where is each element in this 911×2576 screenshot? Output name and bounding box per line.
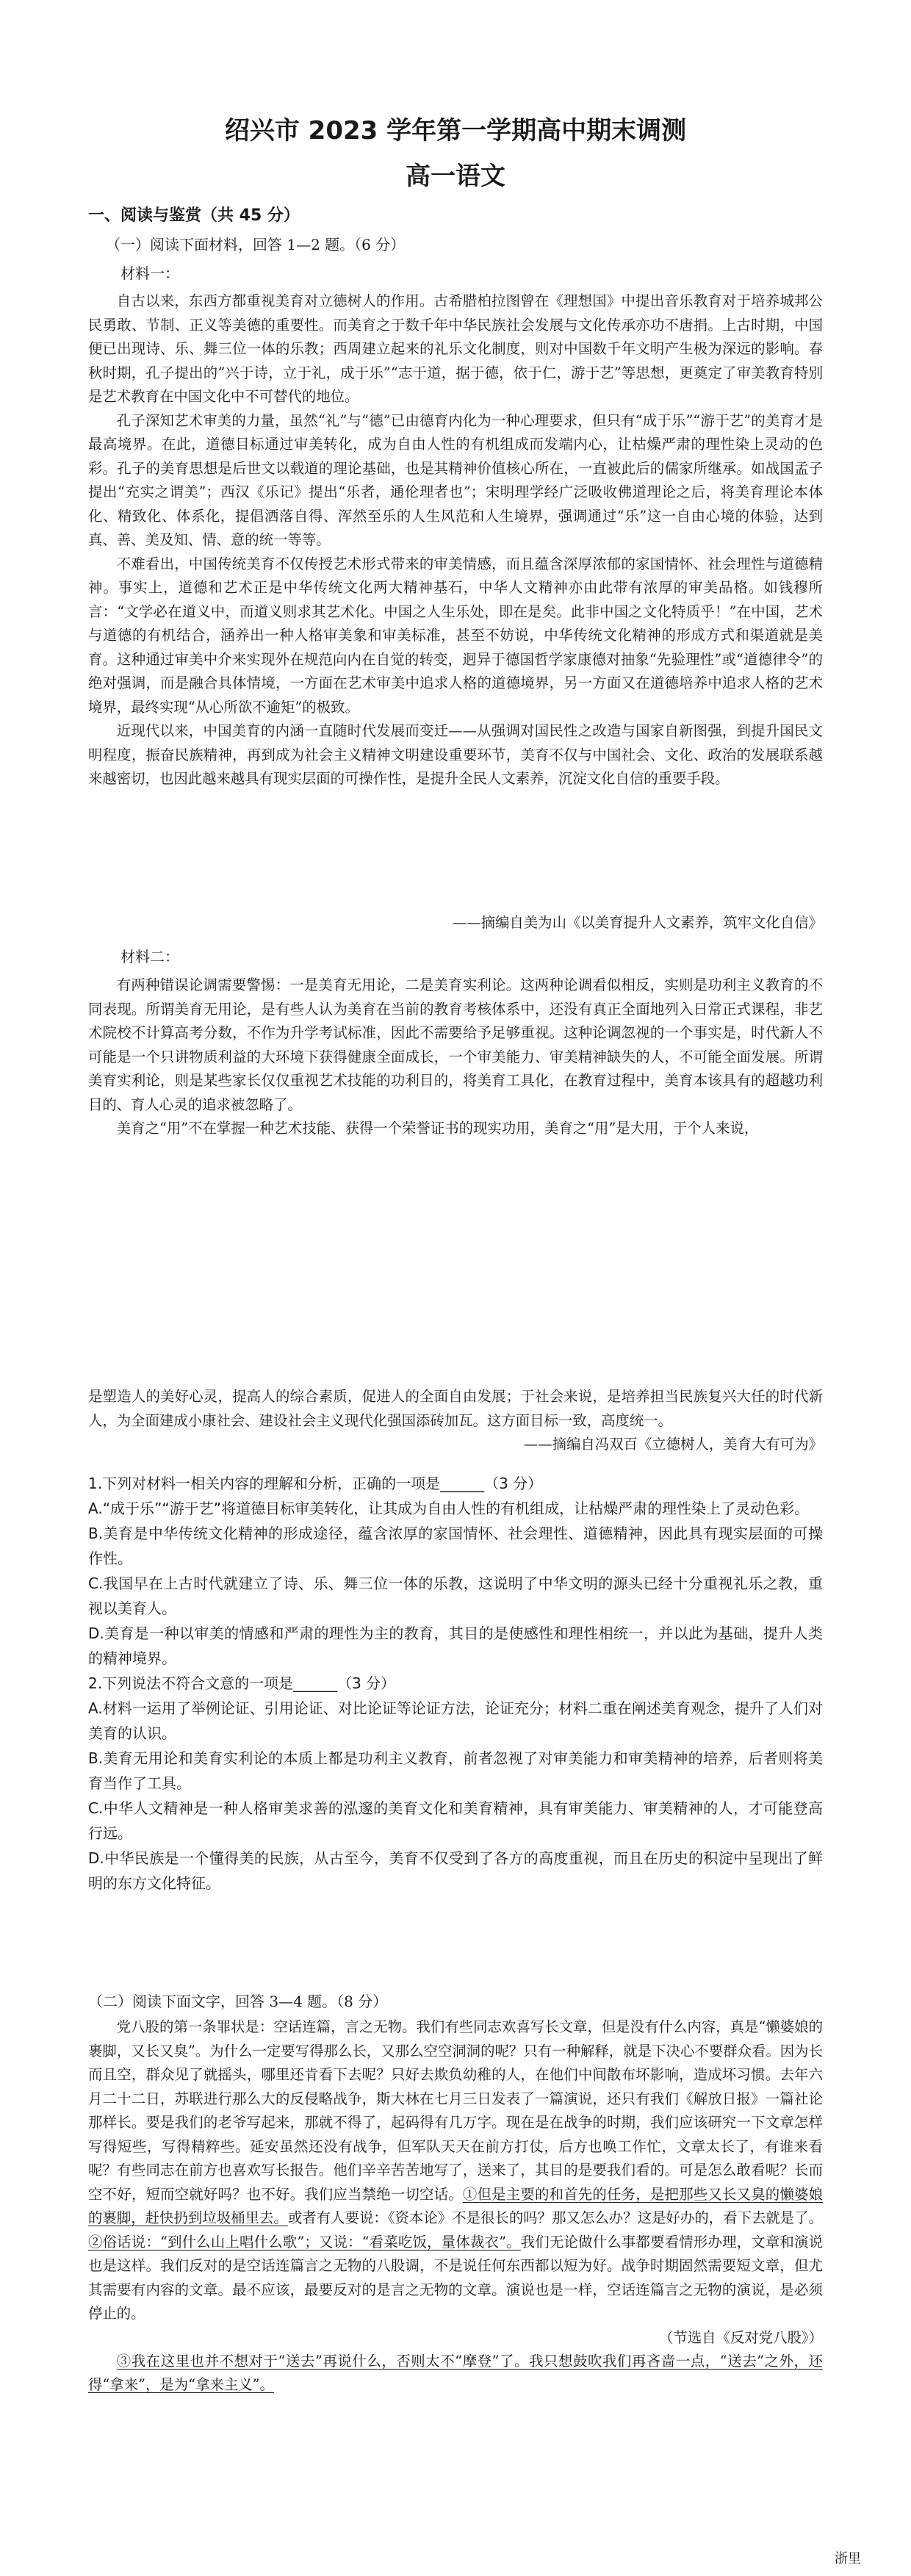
paragraph: 不难看出，中国传统美育不仅传授艺术形式带来的审美情感，而且蕴含深厚浓郁的家国情怀、社会理性与道德精神。事实上，道德和艺术正是中华传统文化两大精神基石，中华人文精神亦由此带有浓厚的审美品格。如钱穆所言：“文学必在道义中，而道义则求其艺术化。中国之人生乐处，即在是矣。此非中国之文化特质乎！”在中国，艺术与道德的有机结合，涵养出一种人格审美象和审美标准，甚至不妨说，中华传统文化精神的形成方式和渠道就是美育。这种通过审美中介来实现外在规范向内在自觉的转变，迥异于德国哲学家康德对抽象“先验理性”或“道德律令”的绝对强调，而是融合具体情境，一方面在艺术审美中追求人格的道德境界，另一方面又在道德培养中追求人格的艺术境界，最终实现“从心所欲不逾矩”的极致。 (88, 555, 823, 716)
paragraph: 孔子深知艺术审美的力量，虽然“礼”与“德”已由德育内化为一种心理要求，但只有“成于乐”“游于艺”的美育才是最高境界。在此，道德目标通过审美转化，成为自由人性的有机组成而发端内心，让枯燥严肃的理性染上灵动的色彩。孔子的美育思想是后世文以载道的理论基础，也是其精神价值核心所在，一直被此后的儒家所继承。如战国孟子提出“充实之谓美”；西汉《乐记》提出“乐者，通伦理者也”；宋明理学经广泛吸收佛道理论之后，将美育理论本体化、精致化、体系化，提倡洒落自得、浑然至乐的人生风范和人生境界，强调通过“乐”这一自由心境的体验，达到真、善、美及知、情、意的统一等等。 (88, 411, 823, 548)
question-2-option-c: C.中华人文精神是一种人格审美求善的泓邃的美育文化和美育精神，具有审美能力、审美精神的人，才可能登高行远。 (88, 1799, 823, 1842)
paragraph (88, 2350, 823, 2397)
question-2-option-d: D.中华民族是一个懂得美的民族，从古至今，美育不仅受到了各方的高度重视，而且在历史的积淀中呈现出了鲜明的东方文化特征。 (88, 1849, 823, 1892)
exam-title: 绍兴市 2023 学年第一学期高中期末调测 (224, 116, 687, 145)
material-1-source (88, 911, 823, 935)
source-citation: ——摘编自美为山《以美育提升人文素养，筑牢文化自信》 (452, 914, 823, 931)
source-citation: （节选自《反对党八股》） (659, 2328, 823, 2346)
source-citation: ——摘编自冯双百《立德树人，美育大有可为》 (523, 1436, 823, 1453)
question-1: 1.下列对材料一相关内容的理解和分析，正确的一项是______（3 分） (88, 1475, 543, 1492)
text-run: 我们无论做什么事都要看情形办理，文章和演说也是这样。我们反对的是空话连篇言之无物的八股调，不是说任何东西都以短为好。战争时期固然需要短文章，但尤其需要有内容的文章。最不应该，最要反对的是言之无物的文章。演说也是一样，空话连篇言之无物的演说，是必须停止的。 (88, 2233, 824, 2322)
paragraph (88, 2015, 823, 2326)
text-run: 党八股的第一条罪状是：空话连篇，言之无物。我们有些同志欢喜写长文章，但是没有什么内容，真是“懒婆娘的裹脚，又长又臭”。为什么一定要写得那么长，又那么空空洞洞的呢？只有一种解释，就是下决心不要群众看。因为长而且空，群众见了就摇头，哪里还肯看下去呢？只好去欺负幼稚的人，在他们中间散布坏影响，造成坏习惯。去年六月二十二日，苏联进行那么大的反侵略战争，斯大林在七月三日发表了一篇演说，还只有我们《解放日报》一篇社论那样长。要是我们的老爷写起来，那就不得了，起码得有几万字。现在是在战争的时期，我们应该研究一下文章怎样写得短些，写得精粹些。延安虽然还没有战争，但军队天天在前方打仗，后方也唤工作忙，文章太长了，有谁来看呢？有些同志在前方也喜欢写长报告。他们辛辛苦苦地写了，送来了，其目的是要我们看的。可是怎么敢看呢？长而空不好，短而空就好吗？也不好。 (88, 2018, 823, 2203)
paragraph: 是塑造人的美好心灵，提高人的综合素质，促进人的全面自由发展；于社会来说，是培养担当民族复兴大任的时代新人，为全面建成小康社会、建设社会主义现代化强国添砖加瓦。这方面目标一致，高度统一。 (88, 1388, 823, 1429)
material-2-label: 材料二： (120, 948, 179, 965)
footer-mark: 浙里 (835, 2551, 861, 2566)
paragraph: 有两种错误论调需要警惕：一是美育无用论，二是美育实利论。这两种论调看似相反，实则是功利主义教育的不同表现。所谓美育无用论，是有些人认为美育在当前的教育考核体系中，还没有真正全面地列入日常正式课程，非艺术院校不计算高考分数，不作为升学考试标准，因此不需要给予足够重视。这种论调忽视的一个事实是，时代新人不可能是一个只讲物质利益的大环境下获得健康全面成长，一个审美能力、审美精神缺失的人，不可能全面发展。所谓美育实利论，则是某些家长仅仅重视艺术技能的功利目的，将美育工具化，在教育过程中，美育本该具有的超越功利目的、育人心灵的追求被忽略了。 (88, 976, 823, 1113)
question-1-option-b: B.美育是中华传统文化精神的形成途径，蕴含浓厚的家国情怀、社会理性、道德精神，因此具有现实层面的可操作性。 (88, 1525, 823, 1567)
question-2: 2.下列说法不符合文意的一项是______（3 分） (88, 1674, 396, 1692)
text-run: 或者有人要说：《资本论》不是很长的吗？那又怎么办？这是好办的，看下去就是了。 (287, 2209, 823, 2226)
material-2 (88, 945, 823, 1141)
underlined-sentence-3: ③我在这里也并不想对于“送去”再说什么，否则太不“摩登”了。我只想鼓吹我们再吝啬一点，“送去”之外，还得“拿来”，是为“拿来主义”。 (88, 2352, 823, 2393)
paragraph: 自古以来，东西方都重视美育对立德树人的作用。古希腊柏拉图曾在《理想国》中提出音乐教育对于培养城邦公民勇敢、节制、正义等美德的重要性。而美育之于数千年中华民族社会发展与文化传承亦功不唐捐。上古时期，中国便已出现诗、乐、舞三位一体的乐教；西周建立起来的礼乐文化制度，则对中国数千年文明产生极为深远的影响。春秋时期，孔子提出的“兴于诗，立于礼，成于乐”“志于道，据于德，依于仁，游于艺”等思想，更奠定了审美教育特别是艺术教育在中国文化中不可替代的地位。 (88, 292, 823, 405)
question-1-option-a: A.“成于乐”“游于艺”将道德目标审美转化，让其成为自由人性的有机组成，让枯燥严肃的理性染上了灵动色彩。 (88, 1500, 810, 1517)
underlined-sentence-2: ②俗话说：“到什么山上唱什么歌”；又说：“看菜吃饭，量体裁衣”。 (88, 2233, 521, 2251)
paragraph: 美育之“用”不在掌握一种艺术技能、获得一个荣誉证书的现实功用，美育之“用”是大用，于个人来说， (116, 1120, 759, 1137)
text-run: 我们应当禁绝一切空话。 (304, 2185, 463, 2203)
reading-instruction: （一）阅读下面材料，回答 1—2 题。（6 分） (106, 236, 406, 253)
question-1-option-c: C.我国早在上古时代就建立了诗、乐、舞三位一体的乐教，这说明了中华文明的源头已经十分重视礼乐之教，重视以美育人。 (88, 1575, 823, 1617)
section-heading: 一、阅读与鉴赏（共 45 分） (88, 206, 300, 225)
reading-instruction-2: （二）阅读下面文字，回答 3—4 题。（8 分） (88, 1993, 388, 2010)
underlined-sentence-1: ①但是主要的和首先的任务，是把那些又长又臭的懒婆娘的裹脚，赶快扔到垃圾桶里去。 (88, 2185, 824, 2226)
paragraph: 近现代以来，中国美育的内涵一直随时代发展而变迁——从强调对国民性之改造与国家自新图强，到提升国民文明程度，振奋民族精神，再到成为社会主义精神文明建设重要环节，美育不仅与中国社会、文化、政治的发展联系越来越密切，也因此越来越具有现实层面的可操作性，是提升全民人文素养，沉淀文化自信的重要手段。 (88, 722, 823, 787)
questions (88, 1471, 823, 1896)
question-2-option-a: A.材料一运用了举例论证、引用论证、对比论证等论证方法，论证充分；材料二重在阐述美育观念，提升了人们对美育的认识。 (88, 1699, 823, 1742)
material-1 (88, 289, 823, 791)
section-1-header (88, 203, 823, 283)
section-2 (88, 1990, 823, 2397)
exam-subject: 高一语文 (406, 162, 505, 191)
material-1-label: 材料一： (120, 265, 179, 282)
material-2-continued (88, 1385, 823, 1456)
question-1-option-d: D.美育是一种以审美的情感和严肃的理性为主的教育，其目的是使感性和理性相统一，并以此为基础，提升人类的精神境界。 (88, 1625, 823, 1667)
question-2-option-b: B.美育无用论和美育实利论的本质上都是功利主义教育，前者忽视了对审美能力和审美精神的培养，后者则将美育当作了工具。 (88, 1749, 823, 1792)
